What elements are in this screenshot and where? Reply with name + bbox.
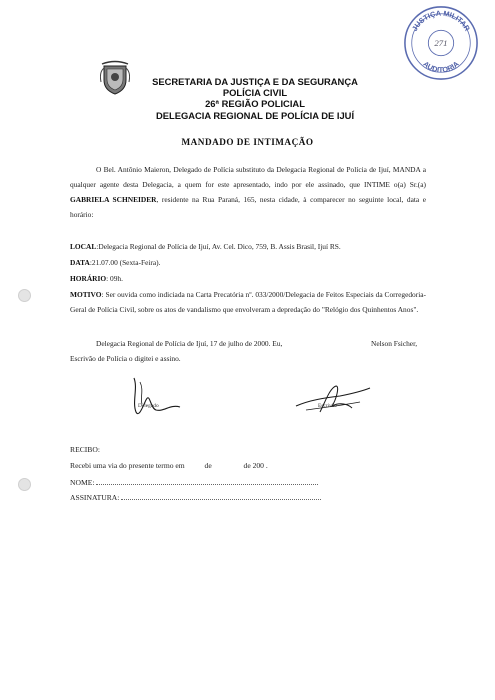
intro-paragraph <box>70 162 426 222</box>
intro-text-a: O Bel. Antônio Maieron, Delegado de Polícia substituto da Delegacia Regional de Polícia de Ijuí, MANDA a qualquer agente desta Delegacia, a quem for este apresentado, indo por ele assinado, que INTIME o(a) Sr.(a) <box>70 165 426 189</box>
header-line-regiao: 26ª REGIÃO POLICIAL <box>205 98 305 110</box>
recibo-de-1: de <box>204 461 212 470</box>
motivo-label: MOTIVO <box>70 290 102 299</box>
time-value: : 09h. <box>106 274 123 283</box>
stamp-top-text: JUSTIÇA MILITAR <box>409 8 472 33</box>
date-label: DATA <box>70 258 90 267</box>
signature-blank-line <box>121 492 321 500</box>
local-label: LOCAL <box>70 242 97 251</box>
local-value: :Delegacia Regional de Polícia de Ijuí, Av. Cel. Dico, 759, B. Assis Brasil, Ijuí RS. <box>96 242 341 251</box>
motivo-value: : Ser ouvida como indiciada na Carta Precatória nº. 033/2000/Delegacia de Feitos Especiais da Corregedoria-Geral de Polícia Civil, sobre os atos de vandalismo que envolveram a depredação do "Relógio dos Quinhentos Anos". <box>70 290 426 314</box>
name-blank-line <box>96 477 318 485</box>
official-stamp <box>402 4 480 82</box>
recibo-received-text: Recebi uma via do presente termo em <box>70 461 185 470</box>
document-title: MANDADO DE INTIMAÇÃO <box>181 137 314 147</box>
recibo-received-line <box>70 461 268 470</box>
closing-line-2: Escrivão de Polícia o digitei e assino. <box>70 354 181 363</box>
institution-header <box>130 76 380 121</box>
delegado-label: Delegado <box>138 403 159 409</box>
escrivao-label: Escrivão <box>318 403 337 409</box>
punch-hole-bottom <box>18 478 31 491</box>
clerk-name: Nelson Fsicher, <box>371 339 418 348</box>
header-line-delegacia: DELEGACIA REGIONAL DE POLÍCIA DE IJUÍ <box>155 109 355 121</box>
recibo-name-label: NOME: <box>70 478 95 487</box>
recibo-signature-line <box>70 492 321 502</box>
svg-text:JUSTIÇA MILITAR <box>410 9 472 34</box>
recibo-title: RECIBO: <box>70 445 100 454</box>
summoned-person-name: GABRIELA SCHNEIDER <box>70 195 157 204</box>
recibo-name-line <box>70 477 318 487</box>
header-line-secretaria: SECRETARIA DA JUSTIÇA E DA SEGURANÇA <box>152 76 358 87</box>
state-coat-of-arms-icon <box>100 60 130 96</box>
recibo-signature-label: ASSINATURA: <box>70 493 120 502</box>
stamp-bottom-text: AUDITORIA <box>421 59 461 75</box>
local-line <box>70 242 341 251</box>
intro-text-b: , residente na Rua Paraná, 165, nesta cidade, à comparecer no seguinte local, data e horário: <box>70 195 426 219</box>
date-value: :21.07.00 (Sexta-Feira). <box>89 258 161 267</box>
escrivao-signature <box>290 382 380 416</box>
recibo-de-2: de 200 . <box>243 461 268 470</box>
header-line-policia-civil: POLÍCIA CIVIL <box>222 87 288 99</box>
time-label: HORÁRIO <box>70 274 107 283</box>
closing-text: Delegacia Regional de Polícia de Ijuí, 17 de julho de 2000. Eu, <box>96 339 283 348</box>
stamp-center-number: 271 <box>434 37 448 48</box>
date-line <box>70 258 160 267</box>
punch-hole-top <box>18 289 31 302</box>
delegado-signature <box>120 372 200 420</box>
time-line <box>70 274 123 283</box>
motivo-paragraph <box>70 287 426 317</box>
svg-text:AUDITORIA <box>421 59 461 75</box>
closing-line <box>96 339 282 348</box>
